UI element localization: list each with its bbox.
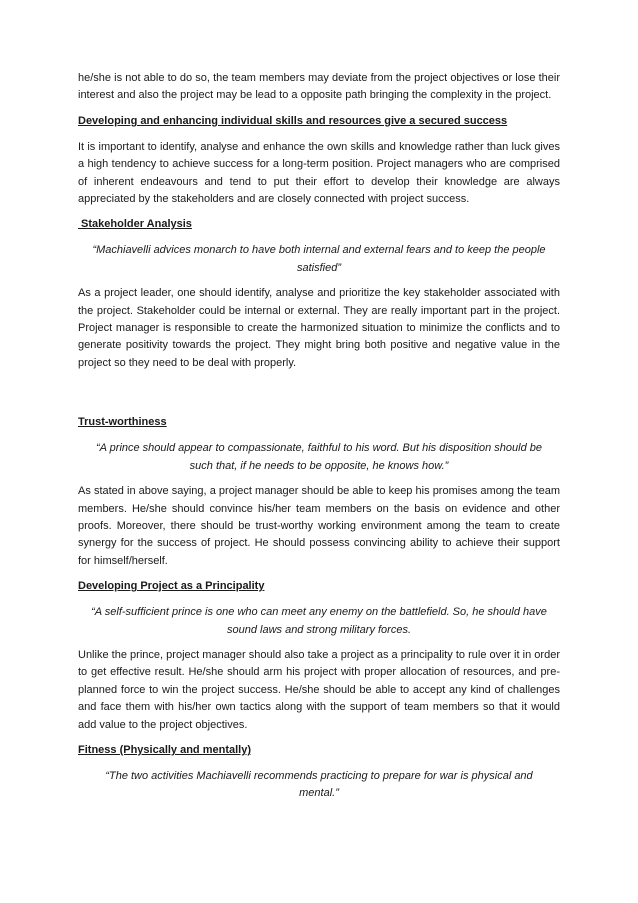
- quote-stakeholder: “Machiavelli advices monarch to have both internal and external fears and to keep the people satisfied”: [92, 244, 546, 274]
- heading-stakeholder-analysis: Stakeholder Analysis: [78, 218, 192, 231]
- paragraph-stakeholder: As a project leader, one should identify, analyse and prioritize the key stakeholder associated with the project. Stakeholder could be internal or external. They are really important part in the project. Project manager is responsible to create the harmonized situation to minimize the conflicts and to generate positivity towards the project. They might bring both positive and negative value in the project so they need to be deal with properly.: [78, 287, 560, 369]
- quote-fitness: “The two activities Machiavelli recommends practicing to prepare for war is physical and mental.”: [105, 769, 533, 800]
- paragraph-intro-continuation: he/she is not able to do so, the team members may deviate from the project objectives or lose their interest and also the project may be lead to a opposite path bringing the complexity in the project.: [78, 72, 560, 102]
- paragraph-trust: As stated in above saying, a project manager should be able to keep his promises among the team members. He/she should convince his/her team members on the basis on evidence and other proofs. Moreover, there should be trust-worthy working environment among the team to create synergy for the success of project. He should possess convincing ability to achieve their support for himself/herself.: [78, 485, 560, 567]
- section-spacer: [78, 380, 560, 414]
- paragraph-skills-resources: It is important to identify, analyse and enhance the own skills and knowledge rather than luck gives a high tendency to achieve success for a long-term position. Project managers who are comprised of inherent endeavours and tend to put their effort to develop their knowledge are always appreciated by the stakeholders and are closely connected with project success.: [78, 140, 560, 206]
- heading-trust-worthiness: Trust-worthiness: [78, 416, 167, 429]
- quote-principality: “A self-sufficient prince is one who can meet any enemy on the battlefield. So, he should have sound laws and strong military forces.: [91, 606, 547, 636]
- paragraph-principality: Unlike the prince, project manager should also take a project as a principality to rule over it in order to get effective result. He/she should arm his project with proper allocation of resources, and pre-planned force to win the project success. He/she should be able to accept any kind of challenges and face them with his/her own tactics along with the support of team members so that it would add value to the project objectives.: [78, 648, 560, 731]
- heading-skills-resources: Developing and enhancing individual skills and resources give a secured success: [78, 114, 508, 127]
- heading-principality: Developing Project as a Principality: [78, 580, 265, 593]
- heading-fitness: Fitness (Physically and mentally): [78, 743, 252, 756]
- quote-trust: “A prince should appear to compassionate, faithful to his word. But his disposition should be such that, if he needs to be opposite, he knows how.”: [96, 442, 542, 472]
- document-page: [78, 70, 560, 811]
